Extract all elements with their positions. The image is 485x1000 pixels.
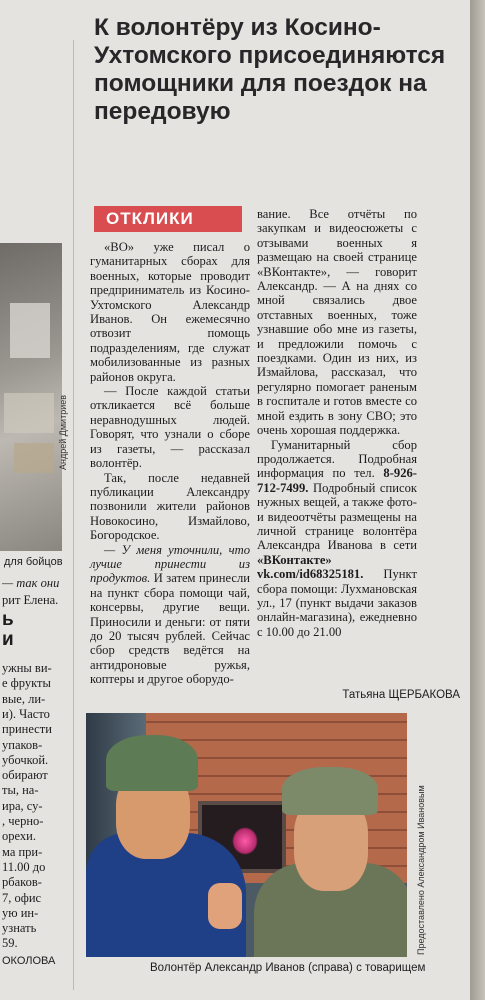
paragraph: — После каждой статьи откликается всё больше неравнодушных людей. Говорят, что узнали о сборе из газеты, — рассказал волонтёр. — [90, 384, 250, 471]
paragraph-text: Пункт сбора помощи: Лухмановская ул., 17 (пункт выдачи заказов онлайн-магазина), ежедневно с 10.00 до 21.00 — [257, 567, 417, 639]
quote-text: — У меня уточнили, что лучше принести из продуктов. — [90, 542, 250, 586]
photo-credit: Предоставлено Александром Ивановым — [416, 785, 426, 955]
photo-caption: Волонтёр Александр Иванов (справа) с товарищем — [150, 962, 426, 974]
previous-text-line: 7, офис — [2, 890, 42, 905]
author-byline: Татьяна ЩЕРБАКОВА — [342, 689, 460, 701]
previous-text-line: ужны ви- — [2, 661, 52, 675]
previous-text-line: орехи. — [2, 829, 36, 844]
article-headline: К волонтёру из Косино-Ухтомского присоединяются помощники для поездок на передовую — [94, 14, 446, 125]
paragraph — [257, 438, 417, 640]
previous-text-line: принести — [2, 722, 52, 737]
thumbs-up-icon — [208, 883, 242, 929]
previous-photo-credit: Андрей Дмитриев — [58, 394, 68, 470]
paragraph-text: Гуманитарный сбор продолжается. Подробная информация по тел. — [257, 437, 417, 481]
previous-text-line: вые, ли- — [2, 691, 46, 706]
paragraph: Так, после недавней публикации Александру позвонили жители районов Новокосино, Измайлово, Богородское. — [90, 470, 250, 543]
previous-text-line: упаков- — [2, 737, 43, 752]
previous-text-line: рит Елена. — [2, 593, 59, 607]
page-edge — [470, 0, 485, 1000]
previous-text-line: — так они — [2, 576, 60, 590]
paragraph: «ВО» уже писал о гуманитарных сборах для военных, которые проводит предприниматель из Косино-Ухтомского Александр Иванов. Он ежемесячно отвозит помощь подразделениям, где служат мобилизованные из разных районов округа. — [90, 240, 250, 384]
previous-article-signature: ОКОЛОВА — [2, 955, 56, 967]
vk-link: «ВКонтакте» vk.com/id68325181. — [257, 552, 364, 582]
article-column-2 — [257, 207, 417, 639]
previous-text-line: узнать — [2, 921, 37, 936]
previous-subheading: ь и — [2, 609, 14, 650]
paragraph-text: Подробный список нужных вещей, а также фото- и видеоотчёты размещены на личной странице волонтёра Александра Иванова в сети — [257, 480, 417, 553]
previous-text-line: , черно- — [2, 814, 44, 828]
previous-article-photo — [0, 243, 62, 551]
previous-text-line: и). Часто — [2, 706, 50, 721]
rubric-label: ОТКЛИКИ — [94, 206, 242, 232]
previous-text-line: ты, на- — [2, 783, 39, 798]
article-column-1 — [90, 240, 250, 687]
column-divider — [73, 40, 74, 990]
previous-text-line: обирают — [2, 768, 48, 783]
paragraph-text: И затем принесли на пункт сбора помощи чай, консервы, другие вещи. Приносили и деньги: от пяти до 20 тысяч рублей. Сейчас сбор средств ведётся на антидроновые ружья, коптеры и другое оборудо- — [90, 571, 250, 687]
previous-text-line: 59. — [2, 936, 18, 951]
article-photo — [86, 713, 407, 957]
phone-number: 8-926-712-7499. — [257, 466, 417, 495]
previous-text-line: 11.00 до — [2, 859, 46, 874]
previous-text-line: ую ин- — [2, 905, 39, 920]
paragraph: вание. Все отчёты по закупкам и видеосюжеты с отзывами военных я размещаю на своей странице «ВКонтакте», — говорит Александр. — А на днях со мной связались двое отставных военных, тоже узнавшие обо мне из газеты, и предложили помочь с поездками. Один из них, из Измайлова, рассказал, что регулярно помогает раненым в госпитале и готов вместе со мной ездить в зону СВО; это очень хорошая поддержка. — [257, 207, 417, 438]
previous-text-line: убочкой. — [2, 752, 49, 767]
previous-text-line: ира, су- — [2, 798, 43, 813]
previous-text-line: е фрукты — [2, 676, 51, 691]
paragraph — [90, 543, 250, 687]
previous-text-line: ма при- — [2, 844, 43, 859]
previous-photo-caption: для бойцов — [4, 556, 63, 568]
previous-text-line: рбаков- — [2, 875, 42, 890]
